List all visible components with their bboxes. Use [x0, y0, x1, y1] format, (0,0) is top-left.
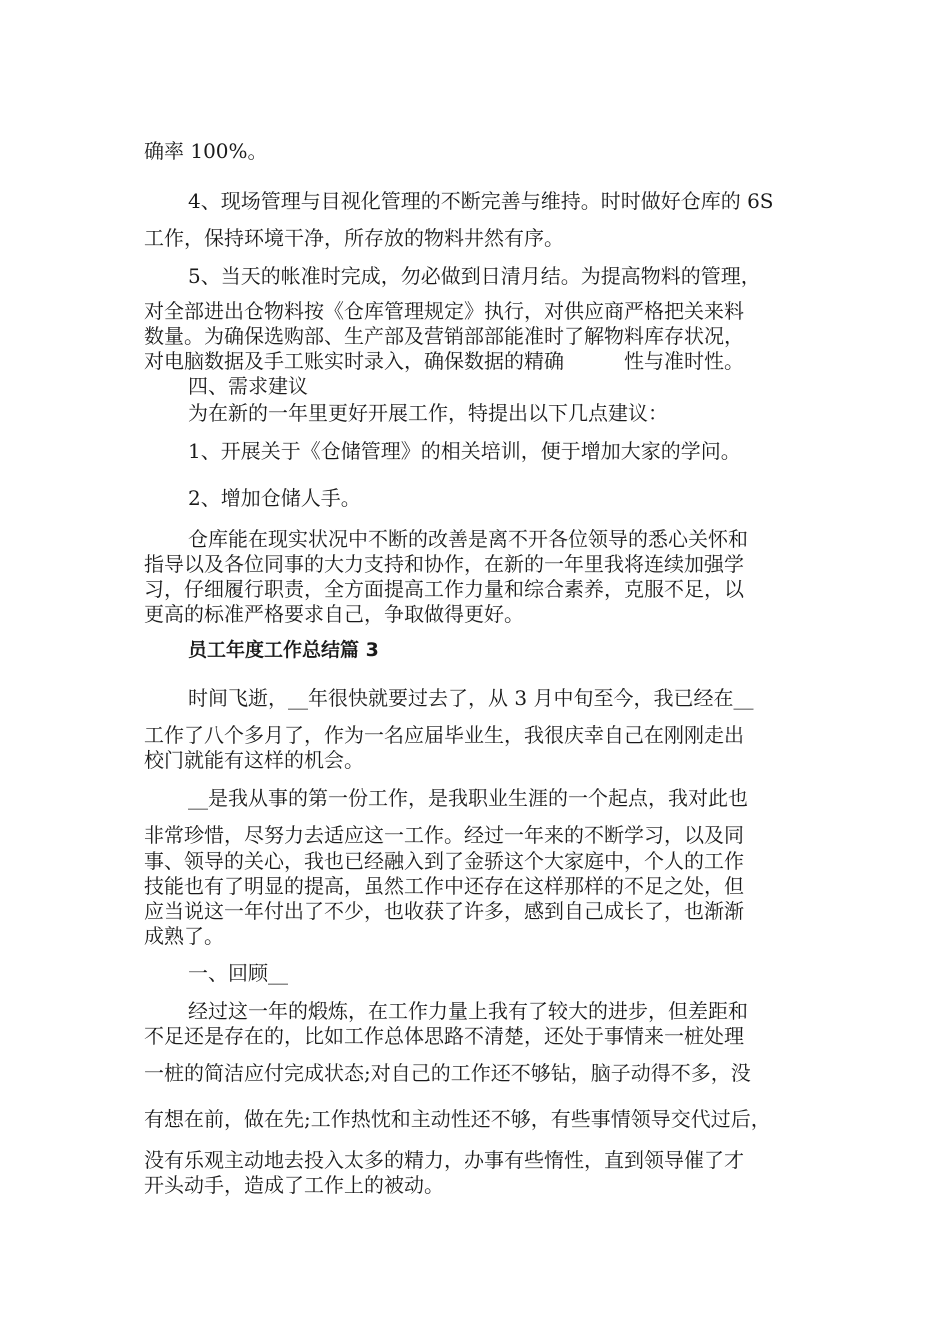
text-line: 经过这一年的煅炼，在工作力量上我有了较大的进步，但差距和 [188, 999, 748, 1023]
text-line: 工作，保持环境干净，所存放的物料井然有序。 [144, 226, 564, 250]
text-line: 校门就能有这样的机会。 [144, 748, 364, 772]
text-line: 更高的标准严格要求自己，争取做得更好。 [144, 602, 524, 626]
text-line: 确率 100%。 [144, 139, 268, 163]
text-line: 没有乐观主动地去投入太多的精力，办事有些惰性，直到领导催了才 [144, 1148, 744, 1172]
text-line: 时间飞逝，__年很快就要过去了，从 3 月中旬至今，我已经在__ [188, 686, 754, 710]
text-line: 数量。为确保选购部、生产部及营销部部能准时了解物料库存状况， [144, 324, 744, 348]
text-line: 事、领导的关心，我也已经融入到了金骄这个大家庭中，个人的工作 [144, 849, 744, 873]
text-line: 指导以及各位同事的大力支持和协作，在新的一年里我将连续加强学 [144, 552, 744, 576]
text-line: 有想在前，做在先;工作热忱和主动性还不够，有些事情领导交代过后， [144, 1107, 771, 1131]
text-line: 习，仔细履行职责，全方面提高工作力量和综合素养，克服不足，以 [144, 577, 744, 601]
text-line: __是我从事的第一份工作，是我职业生涯的一个起点，我对此也 [188, 786, 748, 810]
list-item: 1、开展关于《仓储管理》的相关培训，便于增加大家的学问。 [188, 439, 741, 463]
text-line: 非常珍惜，尽努力去适应这一工作。经过一年来的不断学习，以及同 [144, 823, 744, 847]
article-title: 员工年度工作总结篇 3 [188, 639, 379, 661]
section-heading: 四、需求建议 [188, 374, 308, 398]
text-line: 对全部进出仓物料按《仓库管理规定》执行，对供应商严格把关来料 [144, 299, 744, 323]
text-line: 4、现场管理与目视化管理的不断完善与维持。时时做好仓库的 6S [188, 189, 774, 213]
text-line: 一桩的简洁应付完成状态;对自己的工作还不够钻，脑子动得不多，没 [144, 1061, 751, 1085]
text-line: 为在新的一年里更好开展工作，特提出以下几点建议： [188, 401, 668, 425]
text-line: 对电脑数据及手工账实时录入，确保数据的精确 性与准时性。 [144, 349, 744, 373]
text-line: 应当说这一年付出了不少，也收获了许多，感到自己成长了，也渐渐 [144, 899, 744, 923]
list-item: 2、增加仓储人手。 [188, 486, 361, 510]
text-line: 成熟了。 [144, 924, 224, 948]
text-line: 不足还是存在的，比如工作总体思路不清楚，还处于事情来一桩处理 [144, 1024, 744, 1048]
text-line: 5、当天的帐准时完成，勿必做到日清月结。为提高物料的管理， [188, 264, 761, 288]
text-line: 工作了八个多月了，作为一名应届毕业生，我很庆幸自己在刚刚走出 [144, 723, 744, 747]
section-heading: 一、回顾__ [188, 961, 288, 985]
text-line: 仓库能在现实状况中不断的改善是离不开各位领导的悉心关怀和 [188, 527, 748, 551]
text-line: 技能也有了明显的提高，虽然工作中还存在这样那样的不足之处，但 [144, 874, 744, 898]
text-line: 开头动手，造成了工作上的被动。 [144, 1173, 444, 1197]
